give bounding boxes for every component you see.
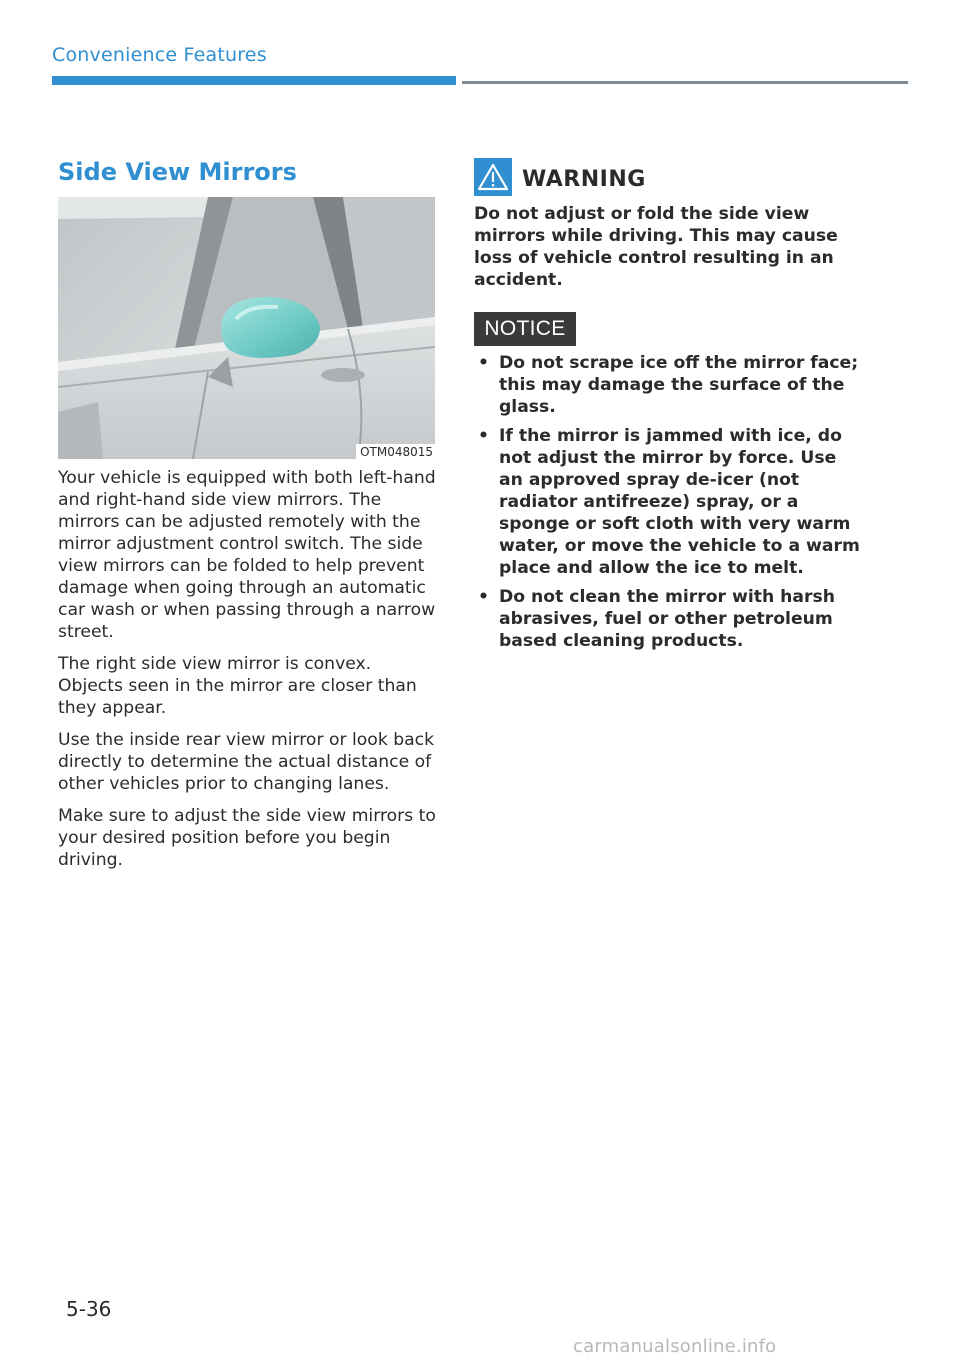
page-number: 5-36: [66, 1297, 112, 1321]
body-text: [58, 467, 438, 881]
body-paragraph: Your vehicle is equipped with both left-hand and right-hand side view mirrors. The mirrors can be adjusted remotely with the mirror adjustment control switch. The side view mirrors can be folded to help prevent damage when going through an automatic car wash or when passing through a narrow street.: [58, 468, 436, 642]
notice-badge: NOTICE: [474, 312, 576, 346]
watermark: carmanualsonline.info: [573, 1336, 777, 1357]
header-accent-bar: [52, 76, 456, 85]
notice-item: • Do not scrape ice off the mirror face; this may damage the surface of the glass.: [478, 353, 859, 417]
header-title: Convenience Features: [52, 44, 267, 66]
body-paragraph: The right side view mirror is convex. Objects seen in the mirror are closer than they appear.: [58, 654, 417, 718]
warning-triangle-icon: [474, 158, 512, 196]
section-heading: Side View Mirrors: [58, 158, 297, 186]
notice-item: • Do not clean the mirror with harsh abrasives, fuel or other petroleum based cleaning products.: [478, 587, 835, 651]
body-paragraph: Make sure to adjust the side view mirrors to your desired position before you begin driving.: [58, 806, 436, 870]
header-divider: [462, 81, 908, 84]
warning-text: Do not adjust or fold the side view mirrors while driving. This may cause loss of vehicle control resulting in an accident.: [474, 204, 838, 290]
notice-item: • If the mirror is jammed with ice, do not adjust the mirror by force. Use an approved spray de-icer (not radiator antifreeze) spray, or a sponge or soft cloth with very warm water, or move the vehicle to a warm place and allow the ice to melt.: [478, 426, 860, 578]
side-mirror-illustration: [58, 197, 435, 459]
notice-list: [474, 352, 864, 659]
warning-label: WARNING: [522, 167, 646, 192]
body-paragraph: Use the inside rear view mirror or look back directly to determine the actual distance of other vehicles prior to changing lanes.: [58, 730, 435, 794]
figure-code: OTM048015: [356, 444, 435, 459]
